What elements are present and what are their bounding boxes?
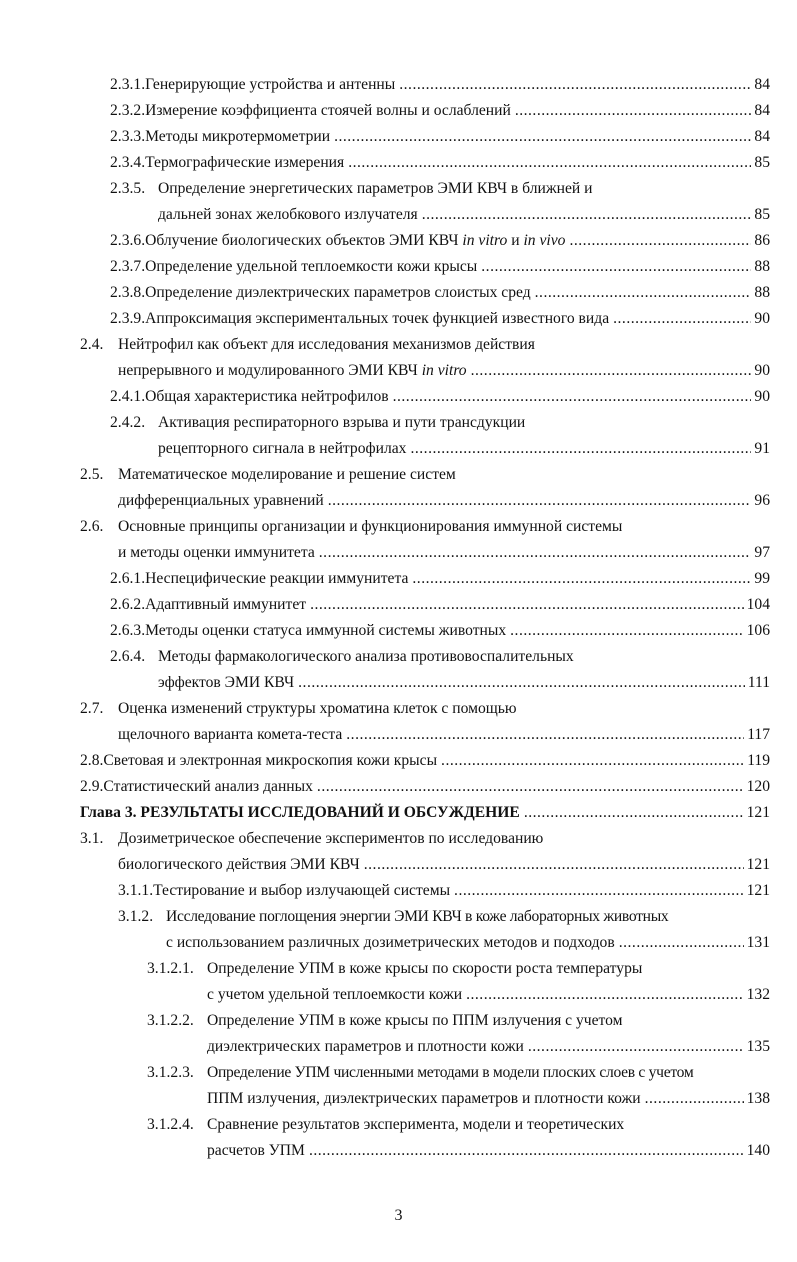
- toc-entry[interactable]: [110, 410, 770, 436]
- entry-title: Тестирование и выбор излучающей системы: [153, 882, 451, 899]
- entry-title: Сравнение результатов эксперимента, модели и теоретических: [207, 1116, 625, 1133]
- toc-entry[interactable]: [110, 306, 770, 332]
- entry-number: 2.3.1.: [110, 76, 146, 93]
- entry-title: и методы оценки иммунитета: [118, 544, 315, 561]
- entry-number: 2.8.: [80, 752, 104, 769]
- toc-entry[interactable]: [110, 618, 770, 644]
- entry-title: дифференциальных уравнений: [118, 492, 324, 509]
- toc-entry-continuation[interactable]: [166, 930, 770, 956]
- leader-dots: [309, 1138, 744, 1164]
- entry-title: Активация респираторного взрыва и пути трансдукции: [158, 414, 526, 431]
- entry-title: Статистический анализ данных: [103, 778, 313, 795]
- leader-dots: [317, 774, 744, 800]
- leader-dots: [393, 384, 752, 410]
- page-ref: 140: [746, 1142, 770, 1159]
- leader-dots: [528, 1034, 744, 1060]
- toc-entry[interactable]: [110, 228, 770, 254]
- page-ref: 135: [746, 1038, 770, 1055]
- entry-title: щелочного варианта комета-теста: [118, 726, 343, 743]
- leader-dots: [535, 280, 752, 306]
- entry-number: 2.3.4.: [110, 154, 146, 171]
- page-ref: 88: [754, 258, 770, 275]
- toc-entry[interactable]: [80, 748, 770, 774]
- toc-entry[interactable]: [110, 98, 770, 124]
- entry-title: Облучение биологических объектов ЭМИ КВЧ: [145, 232, 459, 249]
- toc-entry[interactable]: [110, 72, 770, 98]
- entry-number: 2.6.2.: [110, 596, 146, 613]
- entry-number: 2.3.7.: [110, 258, 146, 275]
- entry-number: 2.6.: [80, 518, 104, 535]
- leader-dots: [569, 228, 751, 254]
- entry-number: 3.1.2.3.: [147, 1064, 194, 1081]
- page-ref: 84: [754, 76, 770, 93]
- toc-entry[interactable]: [110, 150, 770, 176]
- leader-dots: [410, 436, 751, 462]
- leader-dots: [510, 618, 743, 644]
- entry-title: рецепторного сигнала в нейтрофилах: [158, 440, 407, 457]
- toc-entry-continuation[interactable]: [118, 852, 770, 878]
- toc-chapter-heading[interactable]: [80, 800, 770, 826]
- entry-number: 2.6.3.: [110, 622, 146, 639]
- entry-number: 3.1.2.2.: [147, 1012, 194, 1029]
- entry-title: ППМ излучения, диэлектрических параметров и плотности кожи: [207, 1090, 641, 1107]
- leader-dots: [471, 358, 752, 384]
- toc-entry[interactable]: [147, 1112, 770, 1138]
- page-ref: 121: [746, 882, 770, 899]
- entry-number: 2.3.3.: [110, 128, 146, 145]
- entry-title: Определение энергетических параметров ЭМИ КВЧ в ближней и: [158, 180, 593, 197]
- leader-dots: [319, 540, 752, 566]
- entry-title: Термографические измерения: [145, 154, 345, 171]
- entry-number: 2.4.: [80, 336, 104, 353]
- page-ref: 85: [754, 154, 770, 171]
- entry-number: 2.6.1.: [110, 570, 146, 587]
- page-ref: 106: [746, 622, 770, 639]
- page-ref: 138: [746, 1090, 770, 1107]
- leader-dots: [348, 150, 751, 176]
- leader-dots: [441, 748, 744, 774]
- leader-dots: [645, 1086, 744, 1112]
- toc-entry-continuation[interactable]: [158, 202, 770, 228]
- toc-entry[interactable]: [80, 332, 770, 358]
- entry-number: 2.3.8.: [110, 284, 146, 301]
- leader-dots: [334, 124, 751, 150]
- toc-entry[interactable]: [80, 462, 770, 488]
- toc-entry[interactable]: [80, 826, 770, 852]
- toc-entry[interactable]: [110, 644, 770, 670]
- toc-entry[interactable]: [110, 592, 770, 618]
- page-ref: 121: [746, 804, 770, 821]
- leader-dots: [412, 566, 751, 592]
- toc-entry-continuation[interactable]: [118, 488, 770, 514]
- entry-title: Основные принципы организации и функционирования иммунной системы: [118, 518, 623, 535]
- entry-title: дальней зонах желобкового излучателя: [158, 206, 418, 223]
- entry-title: эффектов ЭМИ КВЧ: [158, 674, 295, 691]
- leader-dots: [364, 852, 744, 878]
- entry-title: Общая характеристика нейтрофилов: [145, 388, 389, 405]
- page-ref: 84: [754, 128, 770, 145]
- entry-title: Измерение коэффициента стоячей волны и ослаблений: [145, 102, 511, 119]
- entry-title-italic: in vitro: [421, 362, 467, 379]
- entry-title: Световая и электронная микроскопия кожи крысы: [103, 752, 438, 769]
- page-number: 3: [394, 1207, 403, 1224]
- entry-number: 2.3.5.: [110, 180, 146, 197]
- entry-title: Генерирующие устройства и антенны: [145, 76, 396, 93]
- entry-number: 3.1.2.4.: [147, 1116, 194, 1133]
- entry-number: 2.4.2.: [110, 414, 146, 431]
- toc-entry[interactable]: [110, 254, 770, 280]
- toc-entry-continuation[interactable]: [118, 540, 770, 566]
- entry-number: 2.3.6.: [110, 232, 146, 249]
- entry-title: Методы фармакологического анализа противовоспалительных: [158, 648, 574, 665]
- toc-entry[interactable]: [80, 514, 770, 540]
- page-ref: 99: [754, 570, 770, 587]
- toc-entry-continuation[interactable]: [118, 358, 770, 384]
- entry-number: 2.6.4.: [110, 648, 146, 665]
- page-ref: 104: [746, 596, 770, 613]
- toc-entry[interactable]: [110, 176, 770, 202]
- toc-entry[interactable]: [110, 280, 770, 306]
- toc-entry[interactable]: [118, 904, 770, 930]
- entry-title: Определение удельной теплоемкости кожи крысы: [145, 258, 478, 275]
- page-ref: 88: [754, 284, 770, 301]
- page-ref: 111: [747, 674, 770, 691]
- leader-dots: [466, 982, 744, 1008]
- leader-dots: [613, 306, 751, 332]
- entry-title: Оценка изменений структуры хроматина клеток с помощью: [118, 700, 517, 717]
- leader-dots: [481, 254, 751, 280]
- page-ref: 84: [754, 102, 770, 119]
- leader-dots: [515, 98, 752, 124]
- leader-dots: [619, 930, 744, 956]
- entry-number: 2.4.1.: [110, 388, 146, 405]
- page-ref: 96: [754, 492, 770, 509]
- entry-title: Дозиметрическое обеспечение экспериментов по исследованию: [118, 830, 544, 847]
- leader-dots: [422, 202, 752, 228]
- entry-title: Нейтрофил как объект для исследования механизмов действия: [118, 336, 535, 353]
- toc-entry[interactable]: [147, 1060, 770, 1086]
- entry-title: Определение УПМ в коже крысы по скорости роста температуры: [207, 960, 643, 977]
- entry-number: 3.1.1.: [118, 882, 154, 899]
- page-ref: 86: [754, 232, 770, 249]
- toc-entry-continuation[interactable]: [207, 1086, 770, 1112]
- leader-dots: [524, 800, 744, 826]
- toc-entry[interactable]: [147, 1008, 770, 1034]
- entry-title: Определение диэлектрических параметров слоистых сред: [145, 284, 531, 301]
- page-ref: 119: [747, 752, 770, 769]
- entry-title: Математическое моделирование и решение систем: [118, 466, 456, 483]
- page-ref: 117: [747, 726, 770, 743]
- entry-title: с использованием различных дозиметрических методов и подходов: [166, 934, 615, 951]
- toc-entry[interactable]: [80, 696, 770, 722]
- toc-entry-continuation[interactable]: [207, 1138, 770, 1164]
- leader-dots: [310, 592, 744, 618]
- entry-title: Аппроксимация экспериментальных точек функцией известного вида: [145, 310, 610, 327]
- leader-dots: [399, 72, 751, 98]
- entry-title-italic: in vivo: [523, 232, 566, 249]
- page-ref: 120: [746, 778, 770, 795]
- entry-number: 2.5.: [80, 466, 104, 483]
- entry-number: 2.7.: [80, 700, 104, 717]
- toc-entry[interactable]: [80, 774, 770, 800]
- toc-entry[interactable]: [110, 566, 770, 592]
- entry-title: расчетов УПМ: [207, 1142, 305, 1159]
- page-ref: 121: [746, 856, 770, 873]
- page-ref: 90: [754, 310, 770, 327]
- page-ref: 85: [754, 206, 770, 223]
- toc-entry-continuation[interactable]: [207, 982, 770, 1008]
- entry-title: Определение УПМ численными методами в модели плоских слоев с учетом: [207, 1064, 694, 1081]
- toc-entry[interactable]: [110, 384, 770, 410]
- entry-title: Методы оценки статуса иммунной системы животных: [145, 622, 507, 639]
- entry-title: диэлектрических параметров и плотности кожи: [207, 1038, 524, 1055]
- leader-dots: [298, 670, 745, 696]
- entry-title: биологического действия ЭМИ КВЧ: [118, 856, 360, 873]
- leader-dots: [454, 878, 744, 904]
- entry-number: 3.1.: [80, 830, 104, 847]
- entry-title: непрерывного и модулированного ЭМИ КВЧ: [118, 362, 418, 379]
- entry-number: 2.3.9.: [110, 310, 146, 327]
- page-ref: 97: [754, 544, 770, 561]
- entry-title-conj: и: [511, 232, 520, 249]
- toc-entry-continuation[interactable]: [207, 1034, 770, 1060]
- toc-entry[interactable]: [147, 956, 770, 982]
- entry-number: 3.1.2.1.: [147, 960, 194, 977]
- page-ref: 90: [754, 362, 770, 379]
- entry-title: Адаптивный иммунитет: [145, 596, 307, 613]
- entry-title-italic: in vitro: [462, 232, 508, 249]
- entry-title: Методы микротермометрии: [145, 128, 331, 145]
- entry-title: Неспецифические реакции иммунитета: [145, 570, 409, 587]
- entry-title: Определение УПМ в коже крысы по ППМ излучения с учетом: [207, 1012, 623, 1029]
- toc-entry[interactable]: [110, 124, 770, 150]
- page-ref: 131: [746, 934, 770, 951]
- page-ref: 132: [746, 986, 770, 1003]
- entry-number: 3.1.2.: [118, 908, 154, 925]
- page-ref: 91: [754, 440, 770, 457]
- entry-title: с учетом удельной теплоемкости кожи: [207, 986, 463, 1003]
- page-ref: 90: [754, 388, 770, 405]
- entry-number: 2.3.2.: [110, 102, 146, 119]
- entry-number: 2.9.: [80, 778, 104, 795]
- leader-dots: [328, 488, 752, 514]
- chapter-title: Глава 3. РЕЗУЛЬТАТЫ ИССЛЕДОВАНИЙ И ОБСУЖДЕНИЕ: [80, 804, 520, 821]
- toc-entry-continuation[interactable]: [158, 670, 770, 696]
- toc-entry-continuation[interactable]: [158, 436, 770, 462]
- entry-title: Исследование поглощения энергии ЭМИ КВЧ в коже лабораторных животных: [166, 908, 669, 925]
- toc-entry[interactable]: [118, 878, 770, 904]
- toc-entry-continuation[interactable]: [118, 722, 770, 748]
- leader-dots: [346, 722, 744, 748]
